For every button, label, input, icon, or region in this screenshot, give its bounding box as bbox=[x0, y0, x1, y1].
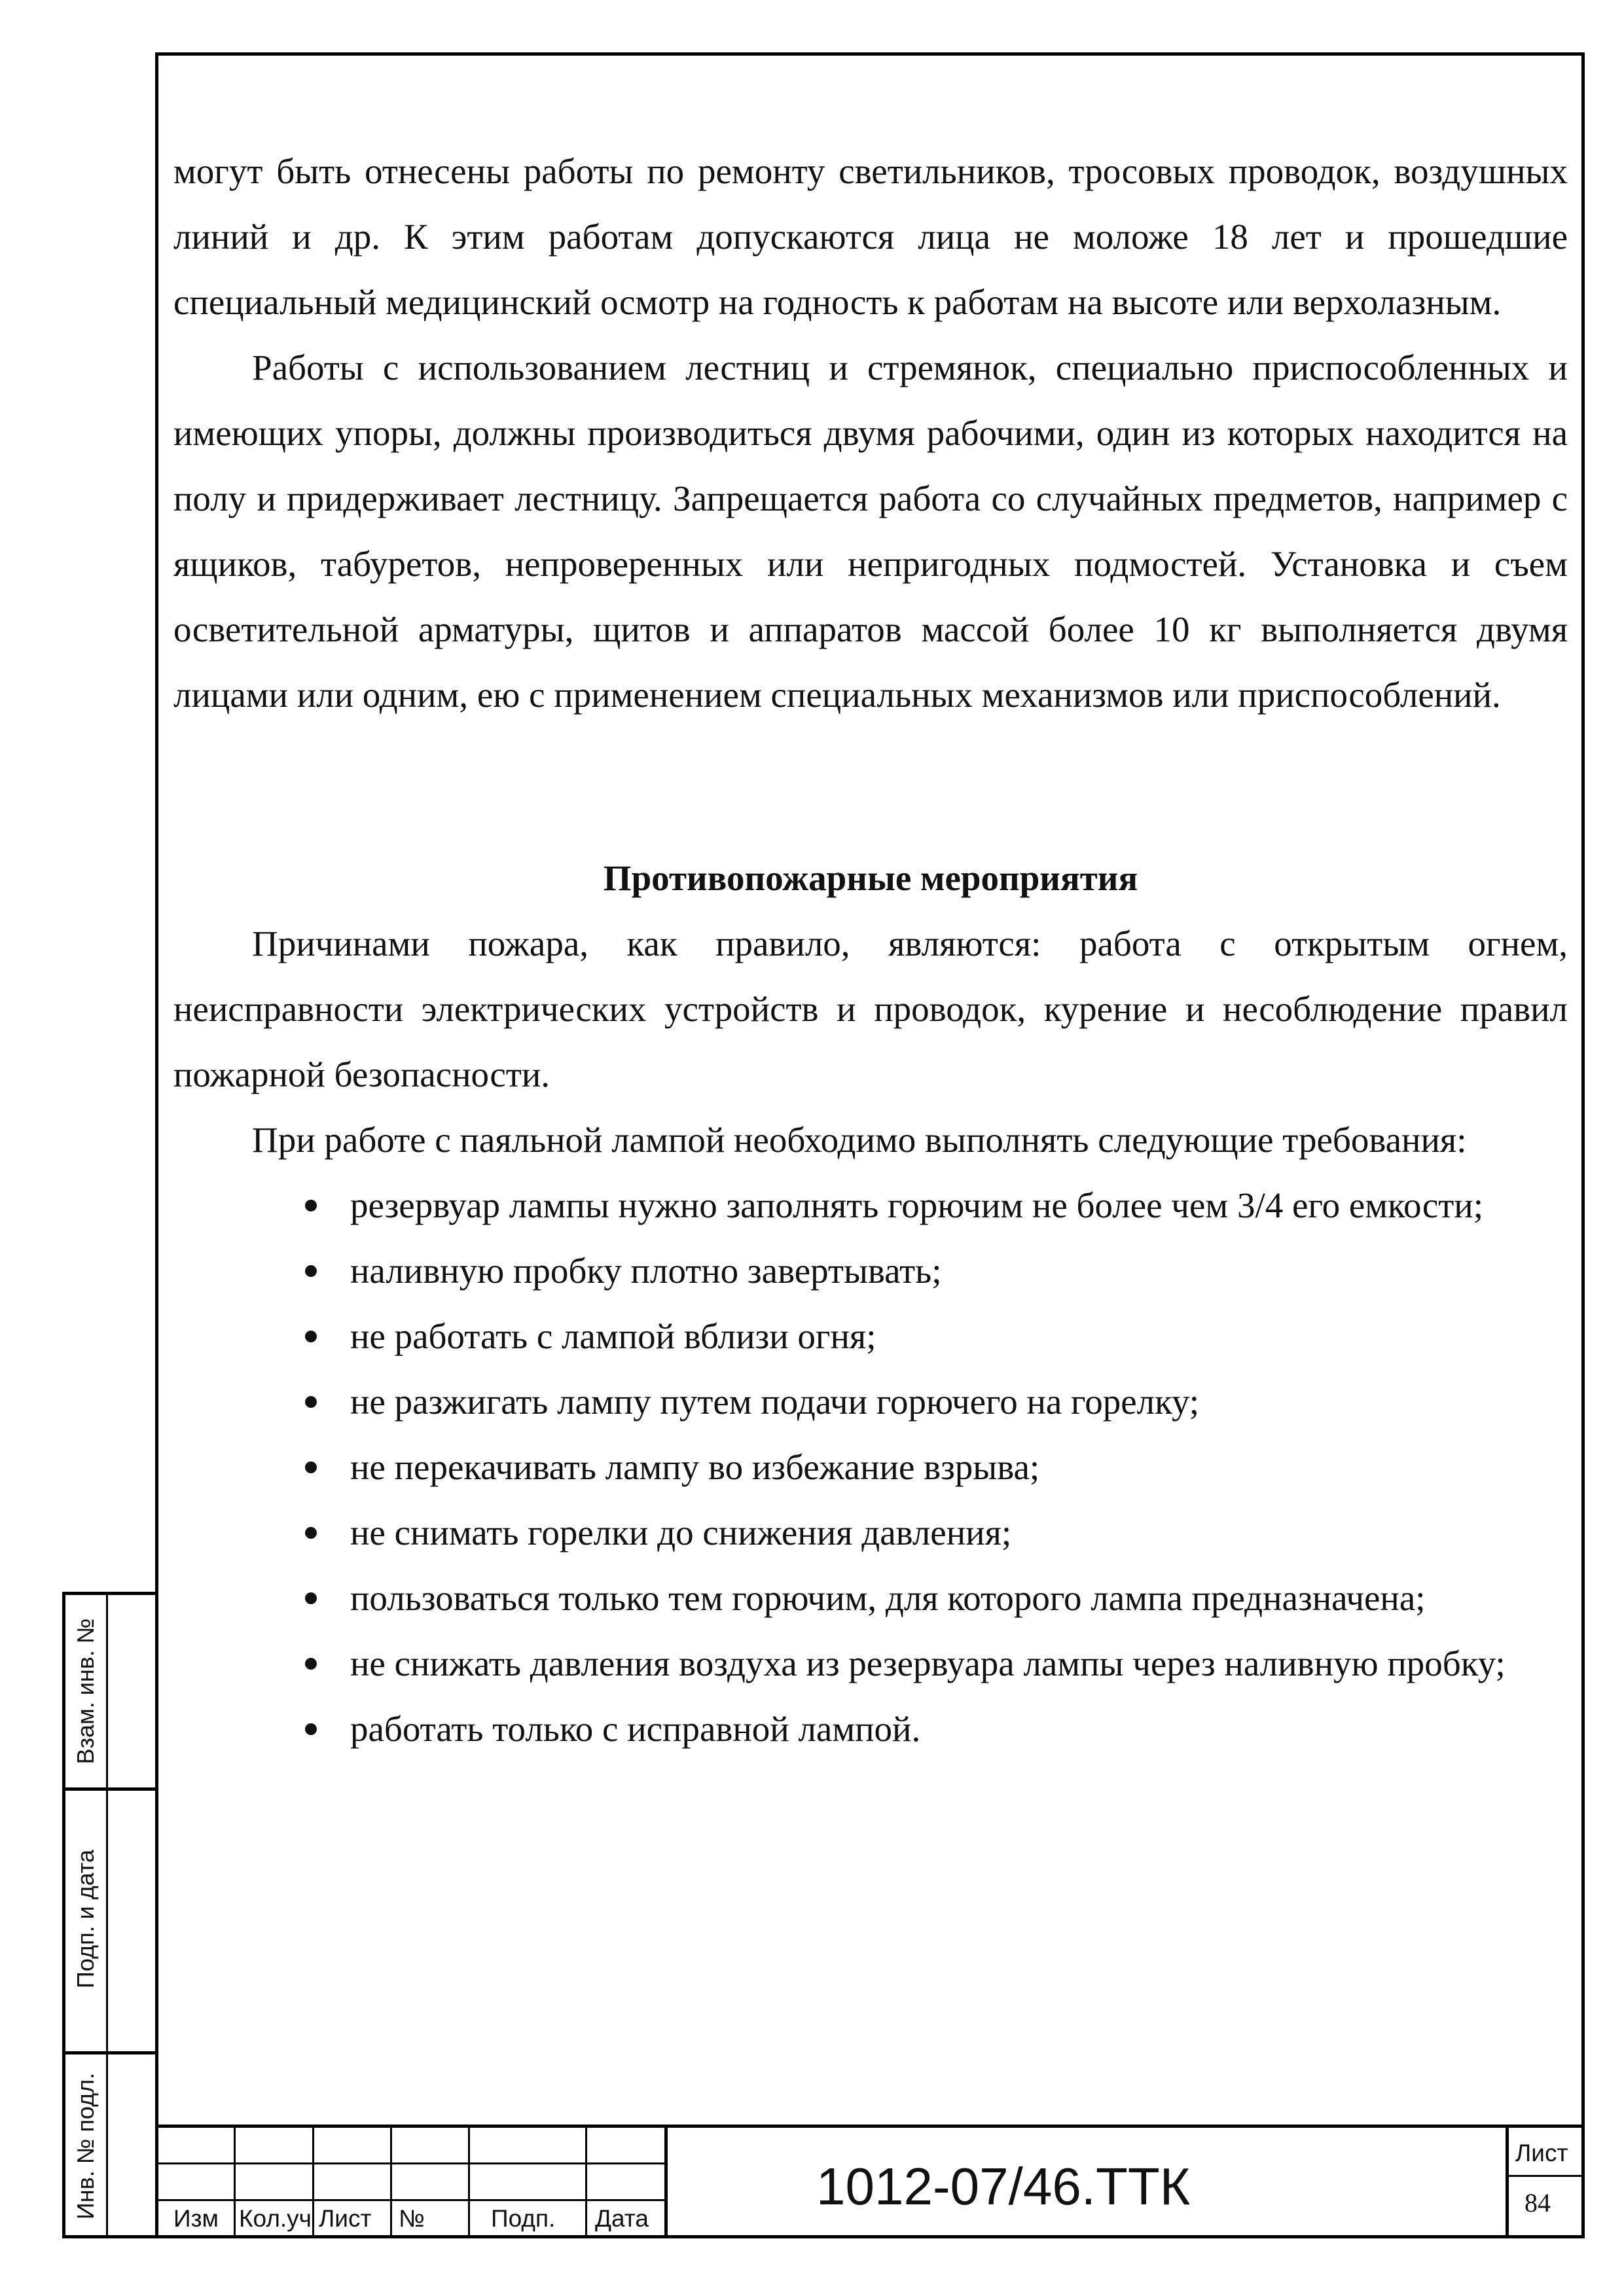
title-block-top-border bbox=[155, 2125, 1585, 2128]
list-item: не перекачивать лампу во избежание взрыва; bbox=[173, 1435, 1568, 1500]
list-item: не разжигать лампу путем подачи горючего на горелку; bbox=[173, 1369, 1568, 1435]
title-block-col-line bbox=[664, 2125, 668, 2238]
side-stamp bbox=[62, 1592, 155, 2238]
list-item: резервуар лампы нужно заполнять горючим не более чем 3/4 его емкости; bbox=[173, 1173, 1568, 1238]
side-stamp-divider bbox=[65, 1787, 158, 1791]
section-title: Противопожарные мероприятия bbox=[603, 858, 1138, 898]
paragraph-1: могут быть отнесены работы по ремонту светильников, тросовых проводок, воздушных линий и др. К этим работам допускаются лица не моложе 18 лет и прошедшие специальный медицинский осмотр на годность к работам на высоте или верхолазным. bbox=[173, 151, 1568, 322]
document-body bbox=[173, 139, 1568, 1762]
header-izm: Изм bbox=[173, 2205, 219, 2232]
title-block-row-line bbox=[155, 2199, 666, 2201]
paragraph-2: Работы с использованием лестниц и стремянок, специально приспособленных и имеющих упоры, должны производиться двумя рабочими, один из которых находится на полу и придерживает лестницу. Запрещается работа со случайных предметов, например с ящиков, табуретов, непроверенных или непригодных подмостей. Установка и съем осветительной арматуры, щитов и аппаратов массой более 10 кг выполняется двумя лицами или одним, ею с применением специальных механизмов или приспособлений. bbox=[173, 348, 1568, 715]
header-data: Дата bbox=[595, 2205, 649, 2232]
list-item: наливную пробку плотно завертывать; bbox=[173, 1238, 1568, 1304]
list-item: пользоваться только тем горючим, для которого лампа предназначена; bbox=[173, 1566, 1568, 1631]
title-block bbox=[155, 2125, 1585, 2238]
side-label-inv-podl: Инв. № подл. bbox=[72, 2072, 99, 2220]
title-block-col-line bbox=[234, 2125, 236, 2238]
side-label-vzam-inv: Взам. инв. № bbox=[72, 1618, 99, 1765]
list-item: не снимать горелки до снижения давления; bbox=[173, 1500, 1568, 1566]
document-code: 1012-07/46.ТТК bbox=[816, 2157, 1191, 2215]
title-block-col-line bbox=[585, 2125, 587, 2238]
requirements-list bbox=[173, 1173, 1568, 1762]
side-label-podp-data: Подп. и дата bbox=[72, 1849, 99, 1989]
sheet-number: 84 bbox=[1525, 2188, 1551, 2217]
header-number: № bbox=[399, 2205, 425, 2232]
list-item: работать только с исправной лампой. bbox=[173, 1696, 1568, 1762]
paragraph-3: Причинами пожара, как правило, являются: работа с открытым огнем, неисправности электрических устройств и проводок, курение и несоблюдение правил пожарной безопасности. bbox=[173, 924, 1568, 1094]
side-stamp-divider bbox=[65, 2051, 158, 2054]
list-item: не снижать давления воздуха из резервуара лампы через наливную пробку; bbox=[173, 1631, 1568, 1696]
header-kol-uch: Кол.уч bbox=[239, 2205, 312, 2232]
title-block-row-line bbox=[155, 2162, 666, 2164]
header-podp: Подп. bbox=[491, 2205, 556, 2232]
header-list: Лист bbox=[319, 2205, 372, 2232]
title-block-col-line bbox=[390, 2125, 392, 2238]
paragraph-4: При работе с паяльной лампой необходимо выполнять следующие требования: bbox=[252, 1120, 1467, 1160]
sheet-label: Лист bbox=[1515, 2140, 1568, 2166]
title-block-col-line bbox=[468, 2125, 470, 2238]
title-block-col-line bbox=[312, 2125, 314, 2238]
list-item: не работать с лампой вблизи огня; bbox=[173, 1304, 1568, 1369]
